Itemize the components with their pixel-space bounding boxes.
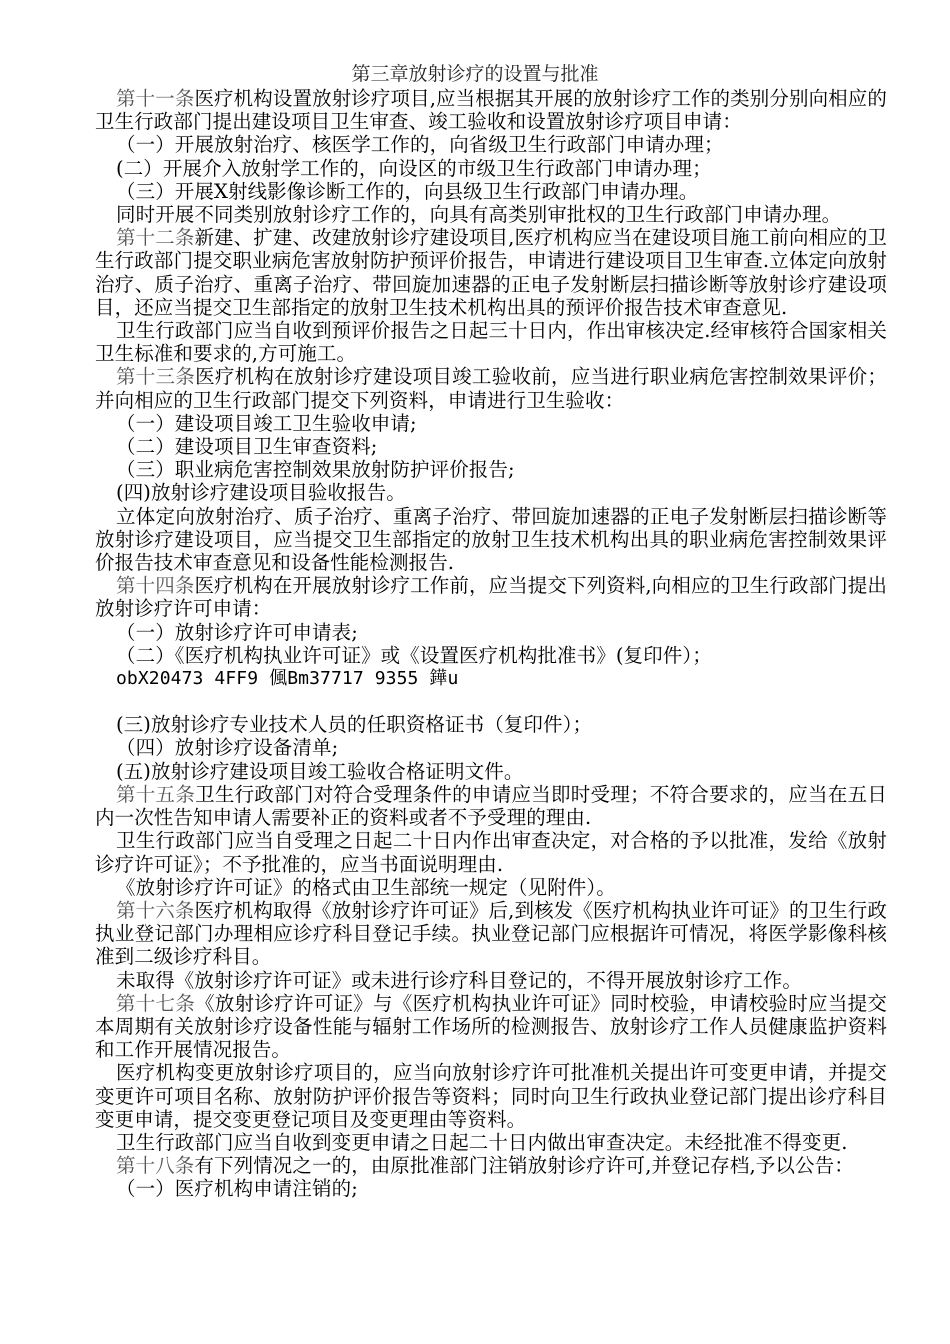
list-item: （一）建设项目竣工卫生验收申请; (116, 411, 417, 435)
article-text: 医疗机构在开展放射诊疗工作前，应当提交下列资料,向相应的卫生行政部门提出放射诊疗许可申请： (95, 574, 887, 621)
paragraph: 《放射诊疗许可证》的格式由卫生部统一规定（见附件）。 (116, 875, 616, 899)
list-item: （一）医疗机构申请注销的; (116, 1177, 358, 1201)
list-item: (五)放射诊疗建设项目竣工验收合格证明文件。 (116, 759, 524, 783)
article-paragraph (95, 574, 887, 620)
list-item: （一）放射诊疗许可申请表; (116, 620, 358, 644)
article-number: 第十八条 (116, 1154, 195, 1178)
document-body (95, 87, 887, 1201)
paragraph: 卫生行政部门应当自收到变更申请之日起二十日内做出审查决定。未经批准不得变更. (116, 1130, 848, 1154)
article-paragraph (95, 226, 887, 319)
article-number: 第十一条 (116, 87, 195, 110)
article-text: 有下列情况之一的，由原批准部门注销放射诊疗许可,并登记存档,予以公告： (194, 1154, 854, 1178)
list-item: （二）《医疗机构执业许可证》或《设置医疗机构批准书》(复印件）； (116, 643, 712, 667)
article-text: 医疗机构设置放射诊疗项目,应当根据其开展的放射诊疗工作的类别分别向相应的卫生行政部门提出建设项目卫生审查、竣工验收和设置放射诊疗项目申请： (95, 87, 887, 134)
article-paragraph (95, 783, 887, 829)
list-item: （三）职业病危害控制效果放射防护评价报告; (116, 458, 515, 482)
paragraph: 未取得《放射诊疗许可证》或未进行诊疗科目登记的，不得开展放射诊疗工作。 (116, 968, 803, 992)
list-item: (四)放射诊疗建设项目验收报告。 (116, 481, 406, 505)
article-number: 第十三条 (116, 365, 196, 389)
article-text: 卫生行政部门对符合受理条件的申请应当即时受理；不符合要求的，应当在五日内一次性告知申请人需要补正的资料或者不予受理的理由. (95, 782, 887, 830)
article-number: 第十四条 (116, 574, 195, 598)
article-number: 第十七条 (116, 991, 196, 1015)
article-paragraph (95, 365, 887, 411)
paragraph: 同时开展不同类别放射诊疗工作的，向具有高类别审批权的卫生行政部门申请办理。 (116, 203, 842, 227)
article-number: 第十五条 (116, 782, 196, 806)
list-item: （四）放射诊疗设备清单; (116, 736, 339, 760)
article-text: 《放射诊疗许可证》与《医疗机构执业许可证》同时校验，申请校验时应当提交本周期有关放射诊疗设备性能与辐射工作场所的检测报告、放射诊疗工作人员健康监护资料和工作开展情况报告。 (95, 991, 887, 1062)
garbled-text-line: obX20473 4FF9 偑Bm37717 9355 鏵u (116, 668, 459, 690)
list-item: (三)放射诊疗专业技术人员的任职资格证书（复印件）； (116, 713, 593, 737)
list-item: （二）建设项目卫生审查资料; (116, 435, 378, 459)
article-number: 第十六条 (116, 898, 195, 922)
article-text: 新建、扩建、改建放射诊疗建设项目,医疗机构应当在建设项目施工前向相应的卫生行政部门提交职业病危害放射防护预评价报告，申请进行建设项目卫生审查.立体定向放射治疗、质子治疗、重离子治疗、带回旋加速器的正电子发射断层扫描诊断等放射诊疗建设项目，还应当提交卫生部指定的放射卫生技术机构出具的预评价报告技术审查意见. (95, 226, 887, 319)
paragraph: 卫生行政部门应当自收到预评价报告之日起三十日内，作出审核决定.经审核符合国家相关卫生标准和要求的,方可施工。 (95, 319, 887, 366)
article-text: 医疗机构在放射诊疗建设项目竣工验收前，应当进行职业病危害控制效果评价；并向相应的卫生行政部门提交下列资料，申请进行卫生验收： (95, 365, 887, 412)
chapter-title: 第三章放射诊疗的设置与批准 (351, 63, 599, 85)
article-text: 医疗机构取得《放射诊疗许可证》后,到核发《医疗机构执业许可证》的卫生行政执业登记部门办理相应诊疗科目登记手续。执业登记部门应根据许可情况，将医学影像科核准到二级诊疗科目。 (95, 898, 887, 969)
article-paragraph (95, 87, 887, 133)
paragraph: 立体定向放射治疗、质子治疗、重离子治疗、带回旋加速器的正电子发射断层扫描诊断等放射诊疗建设项目，应当提交卫生部指定的放射卫生技术机构出具的职业病危害控制效果评价报告技术审查意见和设备性能检测报告. (95, 504, 887, 575)
list-item: （三）开展X射线影像诊断工作的，向县级卫生行政部门申请办理。 (116, 179, 699, 203)
blank-line (95, 690, 887, 713)
list-item: (二）开展介入放射学工作的，向设区的市级卫生行政部门申请办理； (116, 156, 712, 180)
article-paragraph (95, 899, 887, 969)
paragraph: 医疗机构变更放射诊疗项目的，应当向放射诊疗许可批准机关提出许可变更申请，并提交变更许可项目名称、放射防护评价报告等资料；同时向卫生行政执业登记部门提出诊疗科目变更申请，提交变更登记项目及变更理由等资料。 (95, 1061, 887, 1131)
paragraph: 卫生行政部门应当自受理之日起二十日内作出审查决定，对合格的予以批准，发给《放射诊疗许可证》；不予批准的，应当书面说明理由. (95, 829, 887, 876)
article-paragraph (95, 992, 887, 1062)
list-item: （一）开展放射治疗、核医学工作的，向省级卫生行政部门申请办理； (116, 133, 724, 157)
article-number: 第十二条 (116, 226, 195, 250)
article-paragraph (95, 1154, 887, 1177)
